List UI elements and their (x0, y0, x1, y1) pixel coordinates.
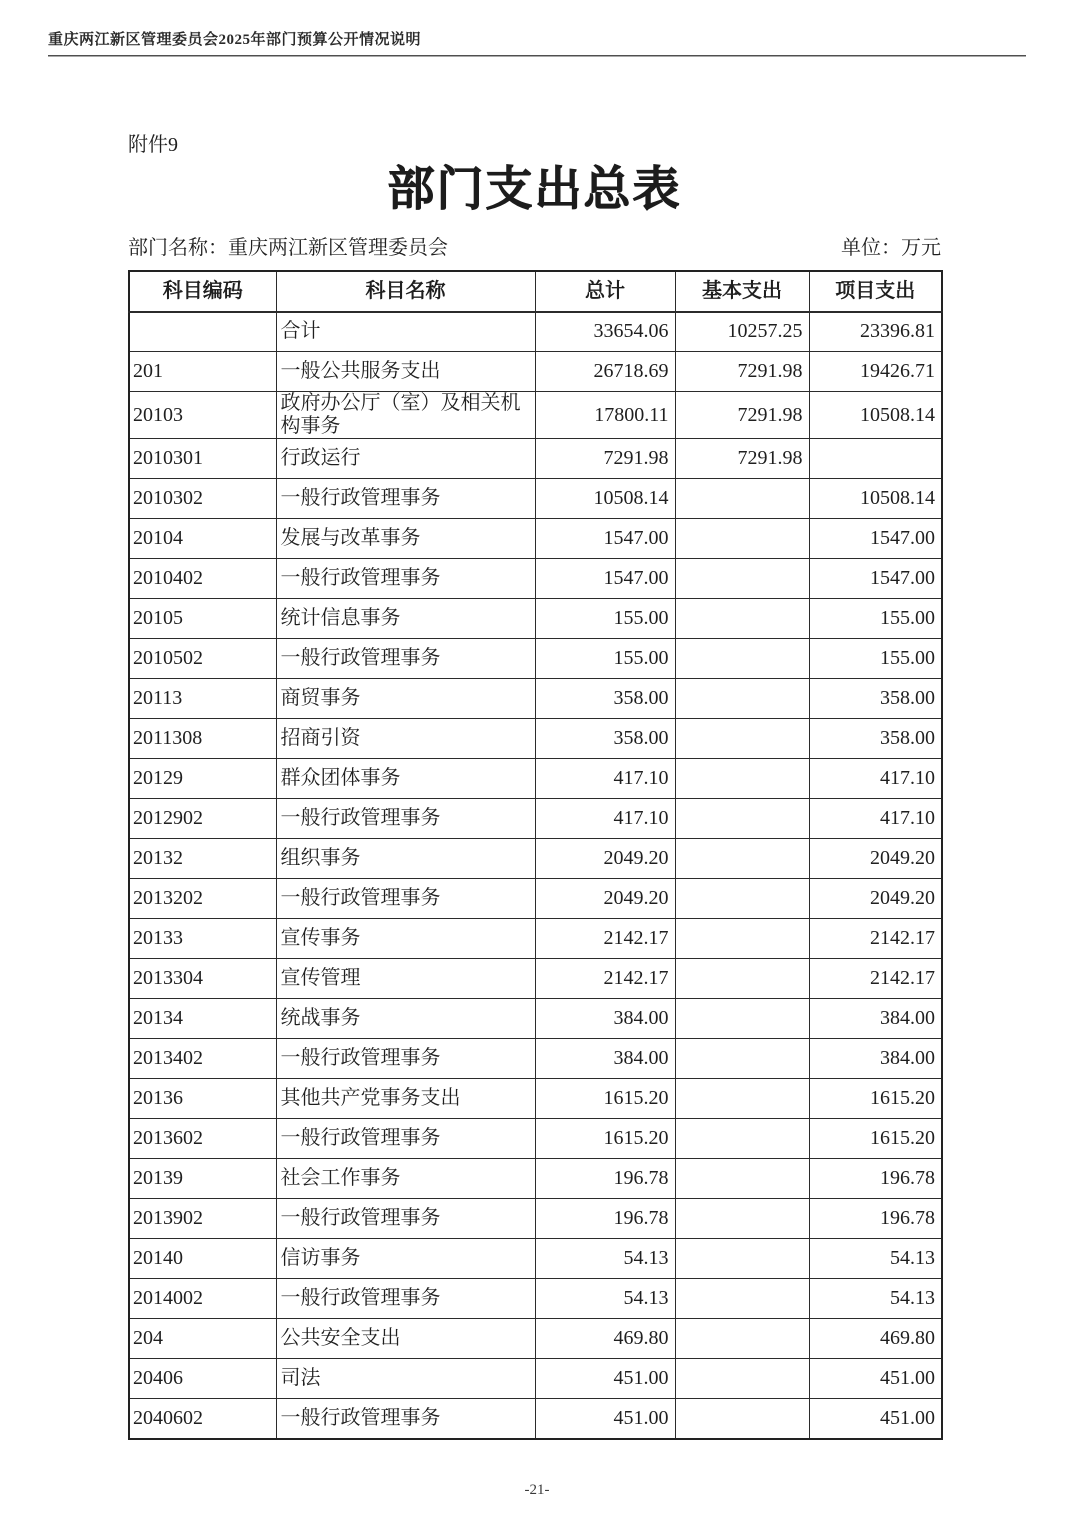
basic-expenditure-cell (675, 1239, 809, 1279)
total-cell: 2049.20 (535, 879, 675, 919)
page-title: 部门支出总表 (387, 164, 682, 216)
subject-name-cell: 信访事务 (276, 1239, 535, 1279)
total-cell: 33654.06 (535, 312, 675, 352)
project-expenditure-cell: 2049.20 (809, 879, 942, 919)
subject-code-cell: 2010502 (129, 639, 276, 679)
table-row (129, 1159, 942, 1199)
subject-code-cell: 20103 (129, 392, 276, 439)
table-row (129, 519, 942, 559)
subject-name-cell: 宣传管理 (276, 959, 535, 999)
subject-name-cell: 司法 (276, 1359, 535, 1399)
project-expenditure-cell: 54.13 (809, 1279, 942, 1319)
subject-code-cell: 20105 (129, 599, 276, 639)
basic-expenditure-cell (675, 1079, 809, 1119)
project-expenditure-cell: 155.00 (809, 639, 942, 679)
subject-code-cell: 2010301 (129, 439, 276, 479)
subject-code-cell: 20113 (129, 679, 276, 719)
project-expenditure-cell: 23396.81 (809, 312, 942, 352)
table-row (129, 959, 942, 999)
running-head-title: 重庆两江新区管理委员会2025年部门预算公开情况说明 (48, 32, 422, 48)
project-expenditure-cell: 2142.17 (809, 959, 942, 999)
project-expenditure-cell: 54.13 (809, 1239, 942, 1279)
project-expenditure-cell: 384.00 (809, 1039, 942, 1079)
total-cell: 2142.17 (535, 919, 675, 959)
subject-code-cell: 2011308 (129, 719, 276, 759)
project-expenditure-cell (809, 439, 942, 479)
basic-expenditure-cell (675, 799, 809, 839)
attachment-label: 附件9 (128, 134, 178, 156)
subject-name-cell: 合计 (276, 312, 535, 352)
table-row (129, 599, 942, 639)
total-cell: 1615.20 (535, 1079, 675, 1119)
page-number: -21- (524, 1482, 550, 1498)
table-row (129, 479, 942, 519)
subject-name-cell: 行政运行 (276, 439, 535, 479)
subject-code-cell (129, 312, 276, 352)
table-row (129, 392, 942, 439)
basic-expenditure-cell: 7291.98 (675, 352, 809, 392)
total-cell: 1547.00 (535, 559, 675, 599)
table-row (129, 352, 942, 392)
table-row (129, 1279, 942, 1319)
basic-expenditure-cell (675, 759, 809, 799)
department-name-label: 部门名称：重庆两江新区管理委员会 (128, 236, 448, 259)
total-cell: 2142.17 (535, 959, 675, 999)
basic-expenditure-cell (675, 639, 809, 679)
total-cell: 26718.69 (535, 352, 675, 392)
basic-expenditure-cell (675, 1159, 809, 1199)
table-body (129, 312, 942, 1439)
basic-expenditure-cell (675, 1039, 809, 1079)
subject-name-cell: 一般行政管理事务 (276, 1199, 535, 1239)
table-row (129, 759, 942, 799)
table-row (129, 1359, 942, 1399)
column-header-subject-name: 科目名称 (276, 271, 535, 312)
table-header-row (129, 271, 942, 312)
subject-name-cell: 一般公共服务支出 (276, 352, 535, 392)
total-cell: 155.00 (535, 639, 675, 679)
subject-name-cell: 发展与改革事务 (276, 519, 535, 559)
total-cell: 2049.20 (535, 839, 675, 879)
project-expenditure-cell: 2142.17 (809, 919, 942, 959)
unit-label: 单位：万元 (841, 236, 941, 259)
table-row (129, 919, 942, 959)
table-row (129, 719, 942, 759)
subject-code-cell: 2013402 (129, 1039, 276, 1079)
subject-code-cell: 2010302 (129, 479, 276, 519)
project-expenditure-cell: 1615.20 (809, 1119, 942, 1159)
project-expenditure-cell: 384.00 (809, 999, 942, 1039)
total-cell: 451.00 (535, 1399, 675, 1439)
subject-name-cell: 群众团体事务 (276, 759, 535, 799)
table-meta-row (128, 231, 941, 260)
project-expenditure-cell: 451.00 (809, 1359, 942, 1399)
subject-name-cell: 一般行政管理事务 (276, 1399, 535, 1439)
subject-name-cell: 一般行政管理事务 (276, 879, 535, 919)
project-expenditure-cell: 451.00 (809, 1399, 942, 1439)
subject-name-cell: 一般行政管理事务 (276, 479, 535, 519)
total-cell: 155.00 (535, 599, 675, 639)
subject-name-cell: 商贸事务 (276, 679, 535, 719)
subject-code-cell: 2014002 (129, 1279, 276, 1319)
basic-expenditure-cell (675, 519, 809, 559)
subject-code-cell: 2013304 (129, 959, 276, 999)
subject-code-cell: 201 (129, 352, 276, 392)
table-row (129, 1079, 942, 1119)
basic-expenditure-cell (675, 959, 809, 999)
subject-name-cell: 社会工作事务 (276, 1159, 535, 1199)
project-expenditure-cell: 1615.20 (809, 1079, 942, 1119)
basic-expenditure-cell (675, 1399, 809, 1439)
table-row (129, 879, 942, 919)
subject-name-cell: 统战事务 (276, 999, 535, 1039)
subject-name-cell: 其他共产党事务支出 (276, 1079, 535, 1119)
table-row (129, 679, 942, 719)
total-cell: 469.80 (535, 1319, 675, 1359)
total-cell: 1547.00 (535, 519, 675, 559)
project-expenditure-cell: 469.80 (809, 1319, 942, 1359)
basic-expenditure-cell (675, 1119, 809, 1159)
total-cell: 358.00 (535, 679, 675, 719)
total-cell: 196.78 (535, 1159, 675, 1199)
basic-expenditure-cell (675, 999, 809, 1039)
total-cell: 417.10 (535, 799, 675, 839)
table-row (129, 559, 942, 599)
table-row (129, 639, 942, 679)
subject-code-cell: 20132 (129, 839, 276, 879)
basic-expenditure-cell: 7291.98 (675, 392, 809, 439)
subject-name-cell: 一般行政管理事务 (276, 639, 535, 679)
basic-expenditure-cell (675, 919, 809, 959)
subject-code-cell: 20134 (129, 999, 276, 1039)
project-expenditure-cell: 1547.00 (809, 559, 942, 599)
basic-expenditure-cell (675, 839, 809, 879)
table-header (129, 271, 942, 312)
subject-code-cell: 20104 (129, 519, 276, 559)
project-expenditure-cell: 2049.20 (809, 839, 942, 879)
basic-expenditure-cell (675, 719, 809, 759)
subject-code-cell: 2012902 (129, 799, 276, 839)
subject-name-cell: 一般行政管理事务 (276, 1039, 535, 1079)
subject-code-cell: 20136 (129, 1079, 276, 1119)
table-row (129, 312, 942, 352)
table-row (129, 1319, 942, 1359)
column-header-total: 总计 (535, 271, 675, 312)
project-expenditure-cell: 417.10 (809, 759, 942, 799)
basic-expenditure-cell (675, 879, 809, 919)
subject-name-cell: 招商引资 (276, 719, 535, 759)
basic-expenditure-cell (675, 479, 809, 519)
table-row (129, 839, 942, 879)
column-header-basic-expenditure: 基本支出 (675, 271, 809, 312)
subject-code-cell: 20139 (129, 1159, 276, 1199)
project-expenditure-cell: 10508.14 (809, 392, 942, 439)
table-row (129, 439, 942, 479)
subject-code-cell: 20129 (129, 759, 276, 799)
subject-name-cell: 一般行政管理事务 (276, 559, 535, 599)
subject-code-cell: 2013902 (129, 1199, 276, 1239)
table-row (129, 1399, 942, 1439)
subject-name-cell: 一般行政管理事务 (276, 1119, 535, 1159)
subject-name-cell: 宣传事务 (276, 919, 535, 959)
subject-name-cell: 政府办公厅（室）及相关机构事务 (276, 392, 535, 439)
document-content (128, 128, 941, 1440)
basic-expenditure-cell: 10257.25 (675, 312, 809, 352)
basic-expenditure-cell (675, 1199, 809, 1239)
project-expenditure-cell: 196.78 (809, 1159, 942, 1199)
project-expenditure-cell: 358.00 (809, 719, 942, 759)
total-cell: 54.13 (535, 1279, 675, 1319)
total-cell: 417.10 (535, 759, 675, 799)
table-row (129, 799, 942, 839)
total-cell: 7291.98 (535, 439, 675, 479)
budget-table (128, 270, 943, 1440)
subject-name-cell: 一般行政管理事务 (276, 799, 535, 839)
basic-expenditure-cell (675, 599, 809, 639)
subject-code-cell: 20406 (129, 1359, 276, 1399)
running-head (48, 28, 1026, 57)
running-head-rule (48, 55, 1026, 57)
basic-expenditure-cell (675, 559, 809, 599)
basic-expenditure-cell: 7291.98 (675, 439, 809, 479)
total-cell: 196.78 (535, 1199, 675, 1239)
basic-expenditure-cell (675, 1279, 809, 1319)
total-cell: 384.00 (535, 1039, 675, 1079)
table-row (129, 1039, 942, 1079)
basic-expenditure-cell (675, 1359, 809, 1399)
project-expenditure-cell: 10508.14 (809, 479, 942, 519)
subject-name-cell: 一般行政管理事务 (276, 1279, 535, 1319)
project-expenditure-cell: 1547.00 (809, 519, 942, 559)
subject-name-cell: 公共安全支出 (276, 1319, 535, 1359)
table-row (129, 1199, 942, 1239)
project-expenditure-cell: 196.78 (809, 1199, 942, 1239)
subject-code-cell: 20133 (129, 919, 276, 959)
total-cell: 1615.20 (535, 1119, 675, 1159)
project-expenditure-cell: 417.10 (809, 799, 942, 839)
table-row (129, 1239, 942, 1279)
table-row (129, 1119, 942, 1159)
total-cell: 10508.14 (535, 479, 675, 519)
subject-code-cell: 204 (129, 1319, 276, 1359)
total-cell: 358.00 (535, 719, 675, 759)
column-header-subject-code: 科目编码 (129, 271, 276, 312)
project-expenditure-cell: 19426.71 (809, 352, 942, 392)
subject-code-cell: 2010402 (129, 559, 276, 599)
total-cell: 384.00 (535, 999, 675, 1039)
basic-expenditure-cell (675, 679, 809, 719)
total-cell: 54.13 (535, 1239, 675, 1279)
total-cell: 17800.11 (535, 392, 675, 439)
basic-expenditure-cell (675, 1319, 809, 1359)
total-cell: 451.00 (535, 1359, 675, 1399)
subject-name-cell: 统计信息事务 (276, 599, 535, 639)
subject-code-cell: 2013202 (129, 879, 276, 919)
project-expenditure-cell: 155.00 (809, 599, 942, 639)
column-header-project-expenditure: 项目支出 (809, 271, 942, 312)
subject-code-cell: 20140 (129, 1239, 276, 1279)
subject-code-cell: 2013602 (129, 1119, 276, 1159)
table-row (129, 999, 942, 1039)
subject-code-cell: 2040602 (129, 1399, 276, 1439)
subject-name-cell: 组织事务 (276, 839, 535, 879)
project-expenditure-cell: 358.00 (809, 679, 942, 719)
